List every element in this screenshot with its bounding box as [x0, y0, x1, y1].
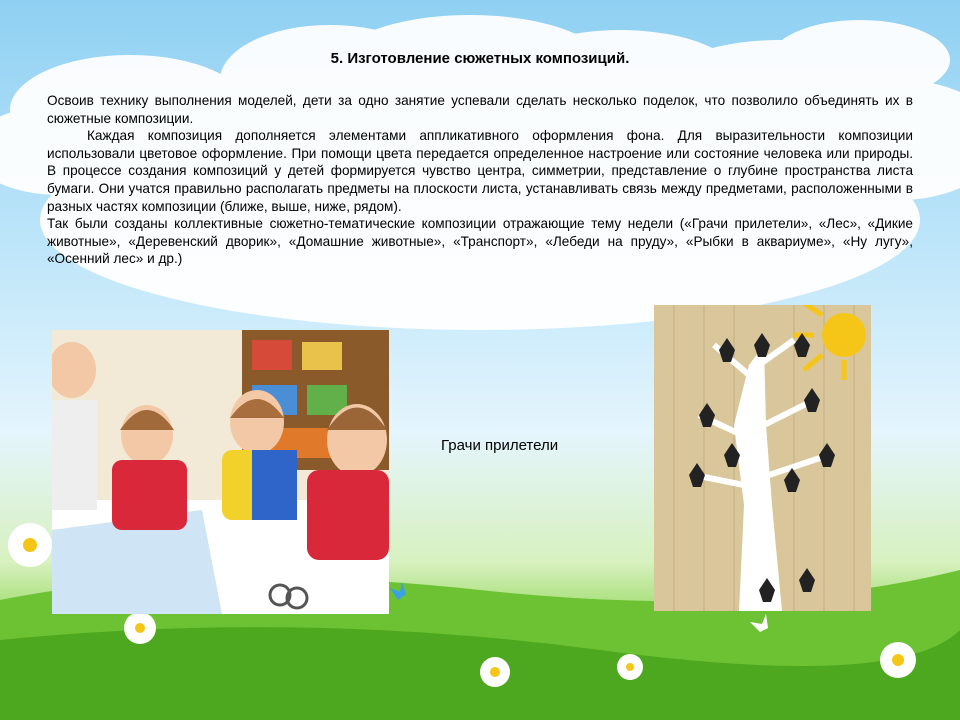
body-text	[47, 92, 913, 268]
children-crafting-photo	[52, 330, 389, 614]
paragraph-3: Так были созданы коллективные сюжетно-тематические композиции отражающие тему недели («Грачи прилетели», «Лес», «Дикие животные», «Деревенский дворик», «Домашние животные», «Транспорт», «Лебеди на пруду», «Рыбки в аквариуме», «Ну лугу», «Осенний лес» и др.)	[47, 216, 913, 267]
slide-title: 5. Изготовление сюжетных композиций.	[330, 50, 630, 67]
paragraph-2: Каждая композиция дополняется элементами аппликативного оформления фона. Для выразительности композиции использовали цветовое оформление. При помощи цвета передается определенное настроение или состояние человека или природы. В процессе создания композиций у детей формируется чувство центра, симметрии, представление о глубине пространства листа бумаги. Они учатся правильно располагать предметы на плоскости листа, устанавливать связь между предметами, расположенными в разных частях композиции (ближе, выше, ниже, рядом).	[47, 128, 913, 214]
paragraph-1: Освоив технику выполнения моделей, дети за одно занятие успевали сделать несколько поделок, что позволило объединять их в сюжетные композиции.	[47, 93, 913, 126]
photo-caption: Грачи прилетели	[441, 437, 559, 454]
rooks-composition-photo	[654, 305, 871, 611]
